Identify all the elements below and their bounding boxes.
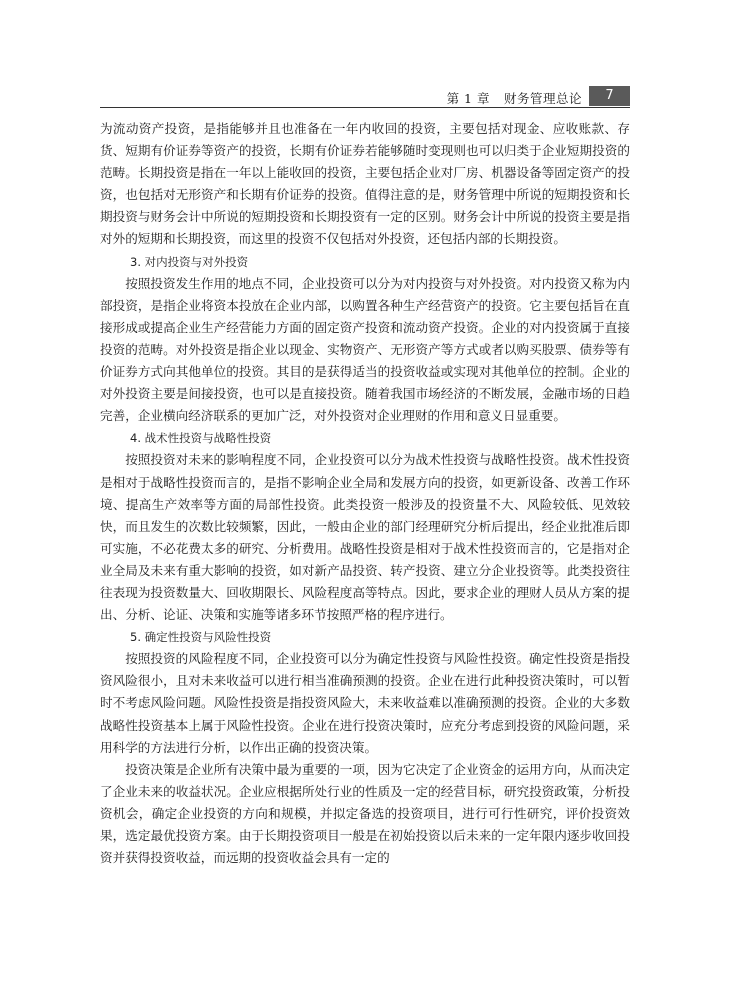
section-heading: 3. 对内投资与对外投资 bbox=[130, 254, 249, 269]
header-text bbox=[447, 89, 582, 107]
paragraph: 按照投资对未来的影响程度不同，企业投资可以分为战术性投资与战略性投资。战术性投资是相对于战略性投资而言的，是指不影响企业全局和发展方向的投资，如更新设备、改善工作环境、提高生产效率等方面的局部性投资。此类投资一般涉及的投资量不大、风险较低、见效较快，而且发生的次数比较频繁，因此，一般由企业的部门经理研究分析后提出，经企业批准后即可实施，不必花费太多的研究、分析费用。战略性投资是相对于战术性投资而言的，它是指对企业全局及未来有重大影响的投资，如对新产品投资、转产投资、建立分企业投资等。此类投资往往表现为投资数量大、回收期限长、风险程度高等特点。因此，要求企业的理财人员从方案的提出、分析、论证、决策和实施等诸多环节按照严格的程序进行。 bbox=[100, 452, 630, 623]
section-heading: 5. 确定性投资与风险性投资 bbox=[130, 630, 272, 645]
chapter-label: 第 1 章 bbox=[446, 91, 490, 106]
page-number: 7 bbox=[589, 86, 630, 106]
paragraph: 投资决策是企业所有决策中最为重要的一项，因为它决定了企业资金的运用方向，从而决定了企业未来的收益状况。企业应根据所处行业的性质及一定的经营目标，研究投资政策，分析投资机会，确定企业投资的方向和规模，并拟定备选的投资项目，进行可行性研究，评价投资效果，选定最优投资方案。由于长期投资项目一般是在初始投资以后未来的一定年限内逐步收回投资并获得投资收益，而远期的投资收益会具有一定的 bbox=[100, 761, 630, 866]
running-header bbox=[100, 86, 630, 108]
paragraph: 按照投资的风险程度不同，企业投资可以分为确定性投资与风险性投资。确定性投资是指投资风险很小，且对未来收益可以进行相当准确预测的投资。企业在进行此种投资决策时，可以暂时不考虑风险问题。风险性投资是指投资风险大，未来收益难以准确预测的投资。企业的大多数战略性投资基本上属于风险性投资。企业在进行投资决策时，应充分考虑到投资的风险问题，采用科学的方法进行分析，以作出正确的投资决策。 bbox=[100, 651, 630, 755]
section-heading: 4. 战术性投资与战略性投资 bbox=[130, 431, 272, 446]
chapter-title: 财务管理总论 bbox=[503, 91, 582, 106]
paragraph: 为流动资产投资，是指能够并且也准备在一年内收回的投资，主要包括对现金、应收账款、存货、短期有价证券等资产的投资，长期有价证券若能够随时变现则也可以归类于企业短期投资的范畴。长期投资是指在一年以上能收回的投资，主要包括企业对厂房、机器设备等固定资产的投资，也包括对无形资产和长期有价证券的投资。值得注意的是，财务管理中所说的短期投资和长期投资与财务会计中所说的短期投资和长期投资有一定的区别。财务会计中所说的投资主要是指对外的短期和长期投资，而这里的投资不仅包括对外投资，还包括内部的长期投资。 bbox=[100, 121, 630, 247]
paragraph: 按照投资发生作用的地点不同，企业投资可以分为对内投资与对外投资。对内投资又称为内部投资，是指企业将资本投放在企业内部，以购置各种生产经营资产的投资。它主要包括旨在直接形成或提高企业生产经营能力方面的固定资产投资和流动资产投资。企业的对内投资属于直接投资的范畴。对外投资是指企业以现金、实物资产、无形资产等方式或者以购买股票、债券等有价证券方式向其他单位的投资。其目的是获得适当的投资收益或实现对其他单位的控制。企业的对外投资主要是间接投资，也可以是直接投资。随着我国市场经济的不断发展，金融市场的日趋完善，企业横向经济联系的更加广泛，对外投资对企业理财的作用和意义日显重要。 bbox=[100, 275, 630, 424]
header-rule bbox=[100, 107, 630, 108]
body-text bbox=[100, 118, 630, 869]
